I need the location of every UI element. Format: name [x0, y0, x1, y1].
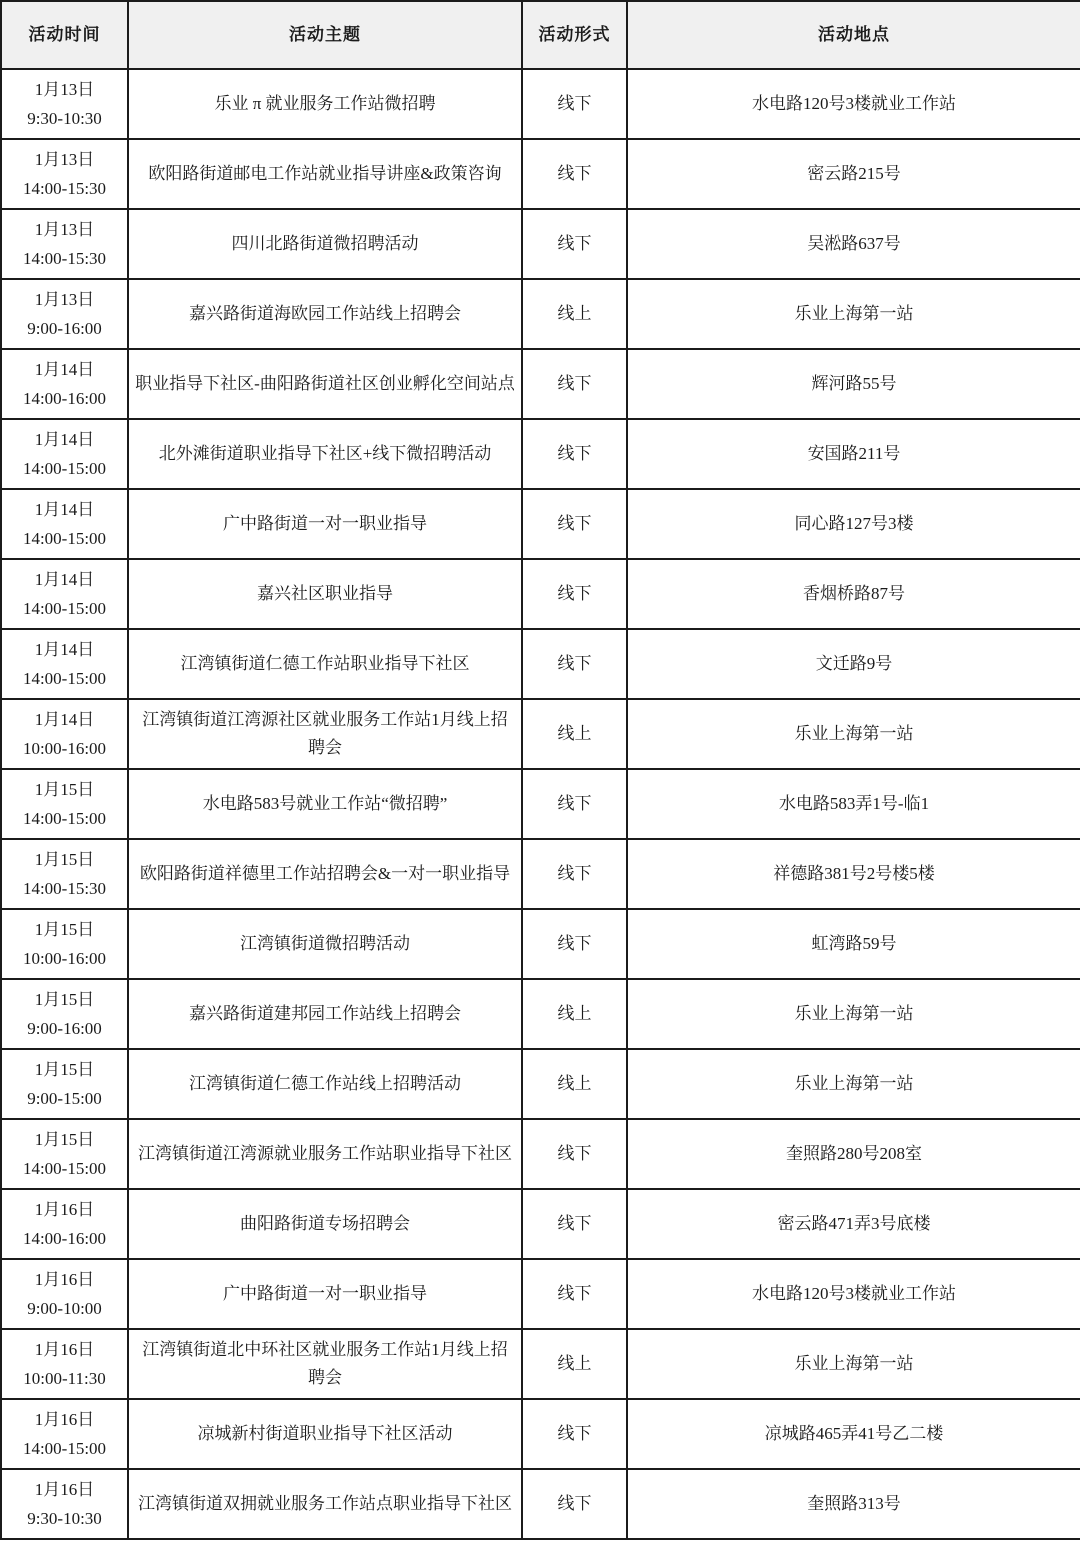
table-row: [1, 209, 1080, 279]
table-row: [1, 769, 1080, 839]
table-row: [1, 279, 1080, 349]
event-time-cell: [1, 419, 128, 489]
event-date: 1月15日: [34, 780, 95, 799]
header-row: [1, 1, 1080, 69]
event-date: 1月13日: [34, 80, 95, 99]
table-row: [1, 629, 1080, 699]
table-row: [1, 1329, 1080, 1399]
event-format: 线下: [522, 909, 627, 979]
event-format: 线下: [522, 139, 627, 209]
event-time: 14:00-15:00: [22, 599, 107, 618]
table-row: [1, 909, 1080, 979]
event-date: 1月16日: [34, 1270, 95, 1289]
event-date: 1月13日: [34, 290, 95, 309]
event-format: 线下: [522, 489, 627, 559]
event-time: 14:00-15:30: [22, 179, 107, 198]
event-theme: 职业指导下社区-曲阳路街道社区创业孵化空间站点: [128, 349, 522, 419]
table-row: [1, 419, 1080, 489]
event-time-cell: [1, 1049, 128, 1119]
event-time: 14:00-15:30: [22, 879, 107, 898]
event-format: 线下: [522, 839, 627, 909]
event-format: 线下: [522, 349, 627, 419]
event-format: 线下: [522, 1469, 627, 1539]
event-theme: 江湾镇街道北中环社区就业服务工作站1月线上招聘会: [128, 1329, 522, 1399]
table-row: [1, 699, 1080, 769]
event-theme: 凉城新村街道职业指导下社区活动: [128, 1399, 522, 1469]
event-time-cell: [1, 559, 128, 629]
table-row: [1, 839, 1080, 909]
event-time-cell: [1, 1329, 128, 1399]
event-theme: 广中路街道一对一职业指导: [128, 1259, 522, 1329]
event-format: 线下: [522, 419, 627, 489]
event-time-cell: [1, 489, 128, 559]
event-date: 1月14日: [34, 430, 95, 449]
column-header-location: 活动地点: [627, 1, 1080, 69]
event-theme: 水电路583号就业工作站“微招聘”: [128, 769, 522, 839]
table-row: [1, 559, 1080, 629]
event-date: 1月13日: [34, 220, 95, 239]
event-time: 14:00-15:00: [22, 1159, 107, 1178]
event-location: 乐业上海第一站: [627, 699, 1080, 769]
column-header-time: 活动时间: [1, 1, 128, 69]
event-location: 奎照路280号208室: [627, 1119, 1080, 1189]
table-row: [1, 1469, 1080, 1539]
event-date: 1月15日: [34, 1060, 95, 1079]
event-location: 奎照路313号: [627, 1469, 1080, 1539]
event-theme: 江湾镇街道江湾源社区就业服务工作站1月线上招聘会: [128, 699, 522, 769]
event-location: 祥德路381号2号楼5楼: [627, 839, 1080, 909]
event-time-cell: [1, 839, 128, 909]
event-location: 水电路583弄1号-临1: [627, 769, 1080, 839]
event-time-cell: [1, 629, 128, 699]
event-format: 线上: [522, 1329, 627, 1399]
event-format: 线上: [522, 279, 627, 349]
event-date: 1月14日: [34, 500, 95, 519]
event-format: 线上: [522, 699, 627, 769]
table-row: [1, 1259, 1080, 1329]
event-location: 密云路471弄3号底楼: [627, 1189, 1080, 1259]
table-row: [1, 489, 1080, 559]
table-row: [1, 1049, 1080, 1119]
event-time-cell: [1, 699, 128, 769]
event-time-cell: [1, 979, 128, 1049]
event-time-cell: [1, 909, 128, 979]
column-header-format: 活动形式: [522, 1, 627, 69]
event-time: 9:00-16:00: [27, 319, 102, 338]
event-theme: 江湾镇街道江湾源就业服务工作站职业指导下社区: [128, 1119, 522, 1189]
event-date: 1月15日: [34, 850, 95, 869]
event-time-cell: [1, 1119, 128, 1189]
event-date: 1月14日: [34, 710, 95, 729]
event-time-cell: [1, 1469, 128, 1539]
event-time-cell: [1, 769, 128, 839]
event-location: 乐业上海第一站: [627, 1329, 1080, 1399]
event-theme: 江湾镇街道微招聘活动: [128, 909, 522, 979]
event-date: 1月16日: [34, 1410, 95, 1429]
event-time-cell: [1, 279, 128, 349]
event-theme: 北外滩街道职业指导下社区+线下微招聘活动: [128, 419, 522, 489]
table-row: [1, 349, 1080, 419]
event-format: 线下: [522, 1189, 627, 1259]
event-time-cell: [1, 209, 128, 279]
event-date: 1月13日: [34, 150, 95, 169]
event-time: 9:30-10:30: [27, 1509, 102, 1528]
event-time: 14:00-15:00: [22, 459, 107, 478]
table-row: [1, 1399, 1080, 1469]
event-time: 14:00-16:00: [22, 1229, 107, 1248]
event-theme: 曲阳路街道专场招聘会: [128, 1189, 522, 1259]
event-time-cell: [1, 1189, 128, 1259]
event-time: 14:00-16:00: [22, 389, 107, 408]
event-time: 9:00-16:00: [27, 1019, 102, 1038]
event-theme: 江湾镇街道仁德工作站职业指导下社区: [128, 629, 522, 699]
event-location: 水电路120号3楼就业工作站: [627, 69, 1080, 139]
event-time: 14:00-15:00: [22, 809, 107, 828]
event-time: 14:00-15:30: [22, 249, 107, 268]
event-date: 1月15日: [34, 1130, 95, 1149]
event-date: 1月16日: [34, 1340, 95, 1359]
event-location: 安国路211号: [627, 419, 1080, 489]
event-time: 10:00-11:30: [23, 1369, 106, 1388]
event-format: 线下: [522, 629, 627, 699]
event-location: 香烟桥路87号: [627, 559, 1080, 629]
column-header-theme: 活动主题: [128, 1, 522, 69]
event-format: 线下: [522, 209, 627, 279]
event-time-cell: [1, 1399, 128, 1469]
table-row: [1, 139, 1080, 209]
event-location: 水电路120号3楼就业工作站: [627, 1259, 1080, 1329]
event-time: 9:00-15:00: [27, 1089, 102, 1108]
event-date: 1月15日: [34, 990, 95, 1009]
event-format: 线下: [522, 769, 627, 839]
event-theme: 欧阳路街道祥德里工作站招聘会&一对一职业指导: [128, 839, 522, 909]
table-row: [1, 979, 1080, 1049]
event-theme: 嘉兴路街道建邦园工作站线上招聘会: [128, 979, 522, 1049]
event-theme: 嘉兴路街道海欧园工作站线上招聘会: [128, 279, 522, 349]
events-table-body: [1, 69, 1080, 1539]
event-theme: 广中路街道一对一职业指导: [128, 489, 522, 559]
event-format: 线上: [522, 1049, 627, 1119]
event-format: 线下: [522, 1259, 627, 1329]
event-theme: 嘉兴社区职业指导: [128, 559, 522, 629]
event-date: 1月14日: [34, 640, 95, 659]
event-date: 1月14日: [34, 570, 95, 589]
event-theme: 乐业 π 就业服务工作站微招聘: [128, 69, 522, 139]
event-location: 文迁路9号: [627, 629, 1080, 699]
event-time-cell: [1, 349, 128, 419]
event-location: 辉河路55号: [627, 349, 1080, 419]
event-location: 乐业上海第一站: [627, 979, 1080, 1049]
event-time: 14:00-15:00: [22, 669, 107, 688]
event-location: 乐业上海第一站: [627, 279, 1080, 349]
table-row: [1, 69, 1080, 139]
event-time: 9:30-10:30: [27, 109, 102, 128]
event-format: 线下: [522, 1119, 627, 1189]
event-time: 9:00-10:00: [27, 1299, 102, 1318]
event-format: 线下: [522, 69, 627, 139]
event-date: 1月16日: [34, 1480, 95, 1499]
event-time-cell: [1, 139, 128, 209]
event-location: 虹湾路59号: [627, 909, 1080, 979]
event-format: 线下: [522, 1399, 627, 1469]
event-location: 乐业上海第一站: [627, 1049, 1080, 1119]
table-row: [1, 1189, 1080, 1259]
event-theme: 江湾镇街道仁德工作站线上招聘活动: [128, 1049, 522, 1119]
event-date: 1月15日: [34, 920, 95, 939]
event-time: 14:00-15:00: [22, 1439, 107, 1458]
event-date: 1月16日: [34, 1200, 95, 1219]
table-row: [1, 1119, 1080, 1189]
event-time: 14:00-15:00: [22, 529, 107, 548]
event-location: 吴淞路637号: [627, 209, 1080, 279]
event-location: 密云路215号: [627, 139, 1080, 209]
event-location: 凉城路465弄41号乙二楼: [627, 1399, 1080, 1469]
event-time: 10:00-16:00: [22, 739, 107, 758]
event-theme: 四川北路街道微招聘活动: [128, 209, 522, 279]
event-format: 线下: [522, 559, 627, 629]
event-time-cell: [1, 69, 128, 139]
event-format: 线上: [522, 979, 627, 1049]
event-time-cell: [1, 1259, 128, 1329]
event-location: 同心路127号3楼: [627, 489, 1080, 559]
event-time: 10:00-16:00: [22, 949, 107, 968]
event-theme: 欧阳路街道邮电工作站就业指导讲座&政策咨询: [128, 139, 522, 209]
event-theme: 江湾镇街道双拥就业服务工作站点职业指导下社区: [128, 1469, 522, 1539]
event-date: 1月14日: [34, 360, 95, 379]
